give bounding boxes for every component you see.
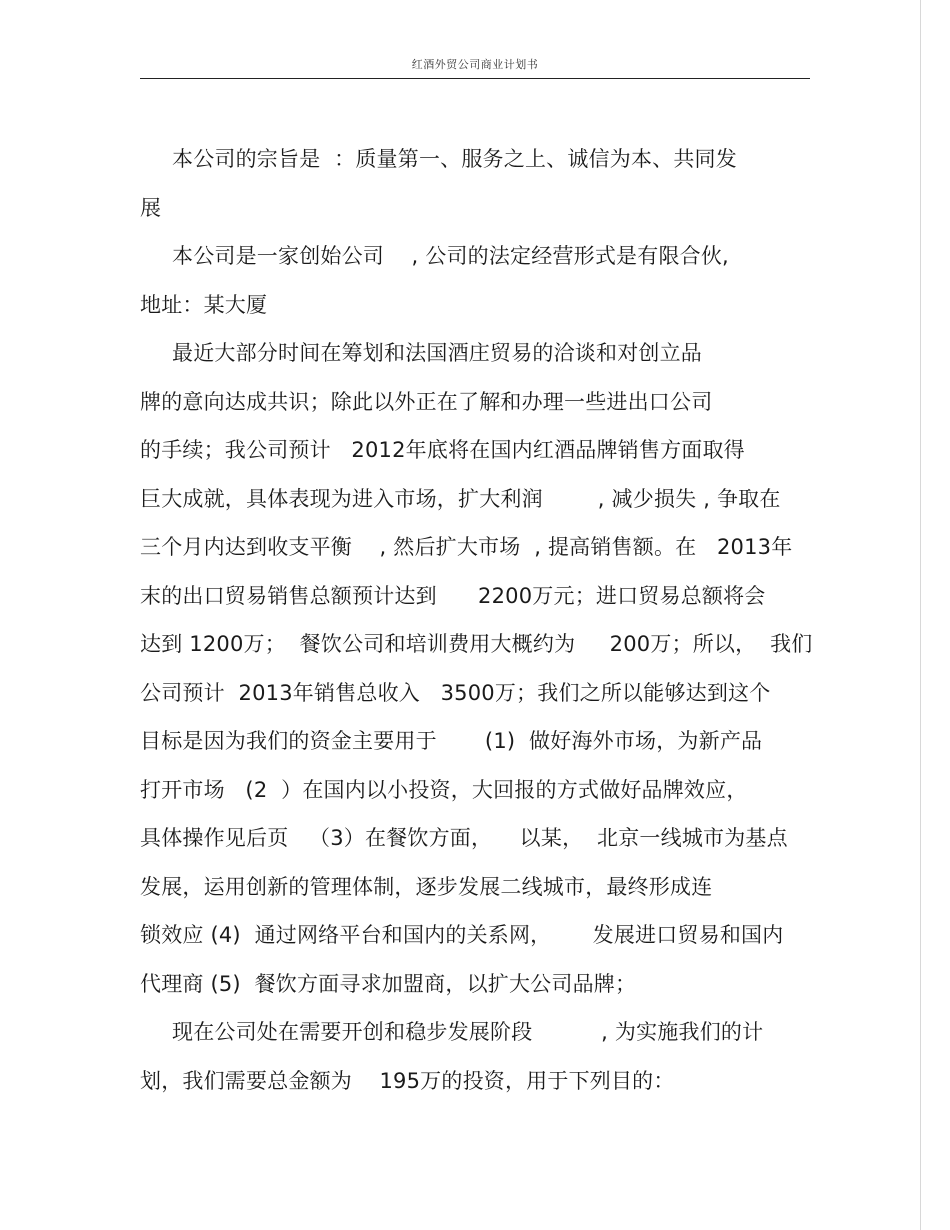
text-line: 划，我们需要总金额为 195万的投资，用于下列目的： [140, 1068, 675, 1093]
text-line: 的手续；我公司预计 2012年底将在国内红酒品牌销售方面取得 [140, 438, 745, 462]
text-line: 达到 1200万； 餐饮公司和培训费用大概约为 200万；所以， 我们 [140, 632, 813, 656]
text-line: 末的出口贸易销售总额预计达到 2200万元；进口贸易总额将会 [140, 583, 766, 608]
text-line: 发展，运用创新的管理体制，逐步发展二线城市，最终形成连 [140, 874, 713, 899]
text-line: 地址：某大厦 [140, 292, 268, 317]
page-header-title: 红酒外贸公司商业计划书 [411, 58, 539, 71]
text-line: 锁效应 (4) 通过网络平台和国内的关系网， 发展进口贸易和国内 [140, 923, 784, 947]
text-line: 巨大成就，具体表现为进入市场，扩大利润 , 减少损失 , 争取在 [140, 486, 781, 511]
text-line: 三个月内达到收支平衡 , 然后扩大市场 , 提高销售额。在 2013年 [140, 535, 793, 559]
text-line: 具体操作见后页 （3）在餐饮方面， 以某， 北京一线城市为基点 [140, 826, 788, 850]
body-text [140, 135, 815, 1105]
text-line: 牌的意向达成共识；除此以外正在了解和办理一些进出口公司 [140, 389, 713, 414]
text-line: 公司预计 2013年销售总收入 3500万；我们之所以能够达到这个 [140, 680, 771, 705]
text-line: 代理商 (5) 餐饮方面寻求加盟商，以扩大公司品牌； [140, 971, 637, 996]
text-line: 展 [140, 195, 162, 220]
text-line: 本公司是一家创始公司 , 公司的法定经营形式是有限合伙, [172, 244, 729, 268]
text-line: 现在公司处在需要开创和稳步发展阶段 , 为实施我们的计 [172, 1020, 764, 1044]
text-line: 最近大部分时间在筹划和法国酒庄贸易的洽谈和对创立品 [172, 341, 702, 365]
text-line: 打开市场 (2 ）在国内以小投资，大回报的方式做好品牌效应， [140, 777, 748, 802]
header-divider [140, 78, 810, 79]
text-line: 本公司的宗旨是 ：质量第一、服务之上、诚信为本、共同发 [172, 147, 737, 171]
page-edge-divider [920, 0, 921, 1230]
text-line: 目标是因为我们的资金主要用于 (1) 做好海外市场，为新产品 [140, 729, 763, 753]
